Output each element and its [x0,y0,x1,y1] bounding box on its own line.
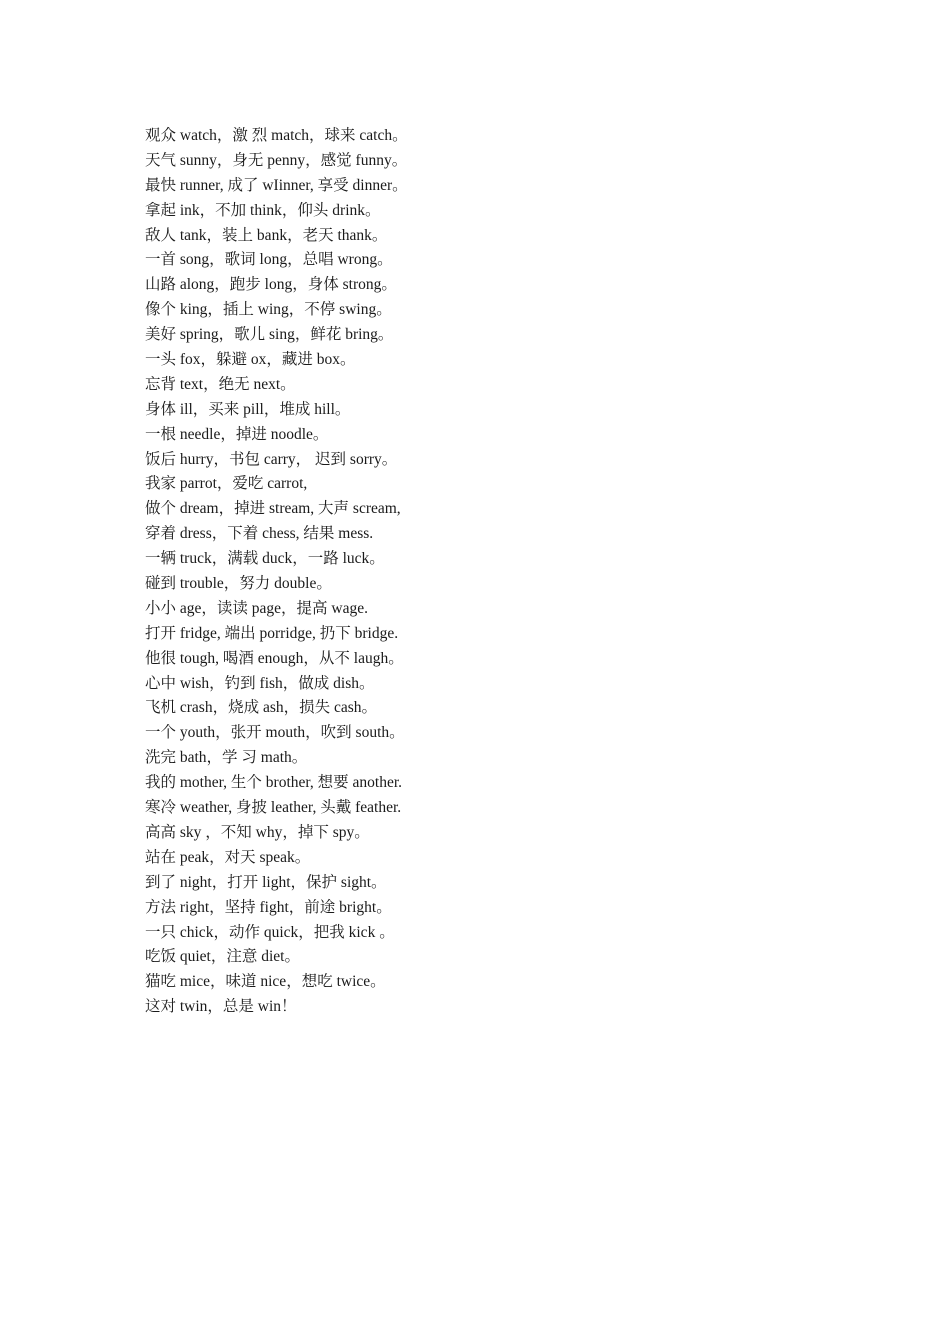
rhyme-line: 他很 tough, 喝酒 enough，从不 laugh。 [145,649,404,667]
rhyme-line: 敌人 tank，装上 bank，老天 thank。 [145,226,388,244]
rhyme-line: 忘背 text，绝无 next。 [145,375,296,393]
rhyme-line: 到了 night，打开 light，保护 sight。 [145,873,387,891]
rhyme-line: 饭后 hurry，书包 carry， 迟到 sorry。 [145,450,398,468]
rhyme-line: 方法 right，坚持 fight，前途 bright。 [145,898,392,916]
rhyme-line: 一头 fox，躲避 ox，藏进 box。 [145,351,356,369]
rhyme-line: 拿起 ink，不加 think，仰头 drink。 [145,201,381,219]
rhyme-line: 我的 mother, 生个 brother, 想要 another. [145,774,403,792]
rhyme-line: 猫吃 mice，味道 nice，想吃 twice。 [145,973,386,991]
rhyme-line: 寒冷 weather, 身披 leather, 头戴 feather. [145,799,402,817]
rhyme-line: 最快 runner, 成了 wIinner, 享受 dinner。 [145,176,408,194]
rhyme-line: 一首 song，歌词 long，总唱 wrong。 [145,251,393,269]
rhyme-line: 一只 chick，动作 quick，把我 kick 。 [145,923,395,941]
rhyme-line: 飞机 crash，烧成 ash，损失 cash。 [145,699,378,717]
rhyme-line: 打开 fridge, 端出 porridge, 扔下 bridge. [145,624,399,642]
rhyme-line: 穿着 dress，下着 chess, 结果 mess. [145,525,374,543]
rhyme-line: 像个 king，插上 wing，不停 swing。 [145,301,392,319]
rhyme-line: 身体 ill，买来 pill，堆成 hill。 [145,400,351,418]
rhyme-line: 站在 peak，对天 speak。 [145,848,311,866]
rhyme-line: 一个 youth，张开 mouth，吹到 south。 [145,724,405,742]
rhyme-line: 高高 sky ，不知 why，掉下 spy。 [145,823,370,841]
rhyme-line: 这对 twin，总是 win！ [145,998,297,1016]
rhyme-list [145,124,408,1020]
rhyme-line: 洗完 bath，学 习 math。 [145,749,308,767]
rhyme-line: 碰到 trouble，努力 double。 [145,575,332,593]
rhyme-line: 吃饭 quiet，注意 diet。 [145,948,300,966]
rhyme-line: 一辆 truck，满载 duck，一路 luck。 [145,550,385,568]
rhyme-line: 心中 wish，钓到 fish，做成 dish。 [145,674,375,692]
rhyme-line: 做个 dream，掉进 stream, 大声 scream, [145,500,401,518]
rhyme-line: 观众 watch，激 烈 match，球来 catch。 [145,127,408,144]
rhyme-line: 一根 needle，掉进 noodle。 [145,425,329,443]
rhyme-line: 山路 along，跑步 long，身体 strong。 [145,276,397,294]
rhyme-line: 天气 sunny，身无 penny，感觉 funny。 [145,151,408,169]
rhyme-line: 小小 age，读读 page，提高 wage. [145,599,368,617]
rhyme-line: 美好 spring，歌儿 sing，鲜花 bring。 [145,326,394,344]
rhyme-line: 我家 parrot，爱吃 carrot, [145,475,308,493]
